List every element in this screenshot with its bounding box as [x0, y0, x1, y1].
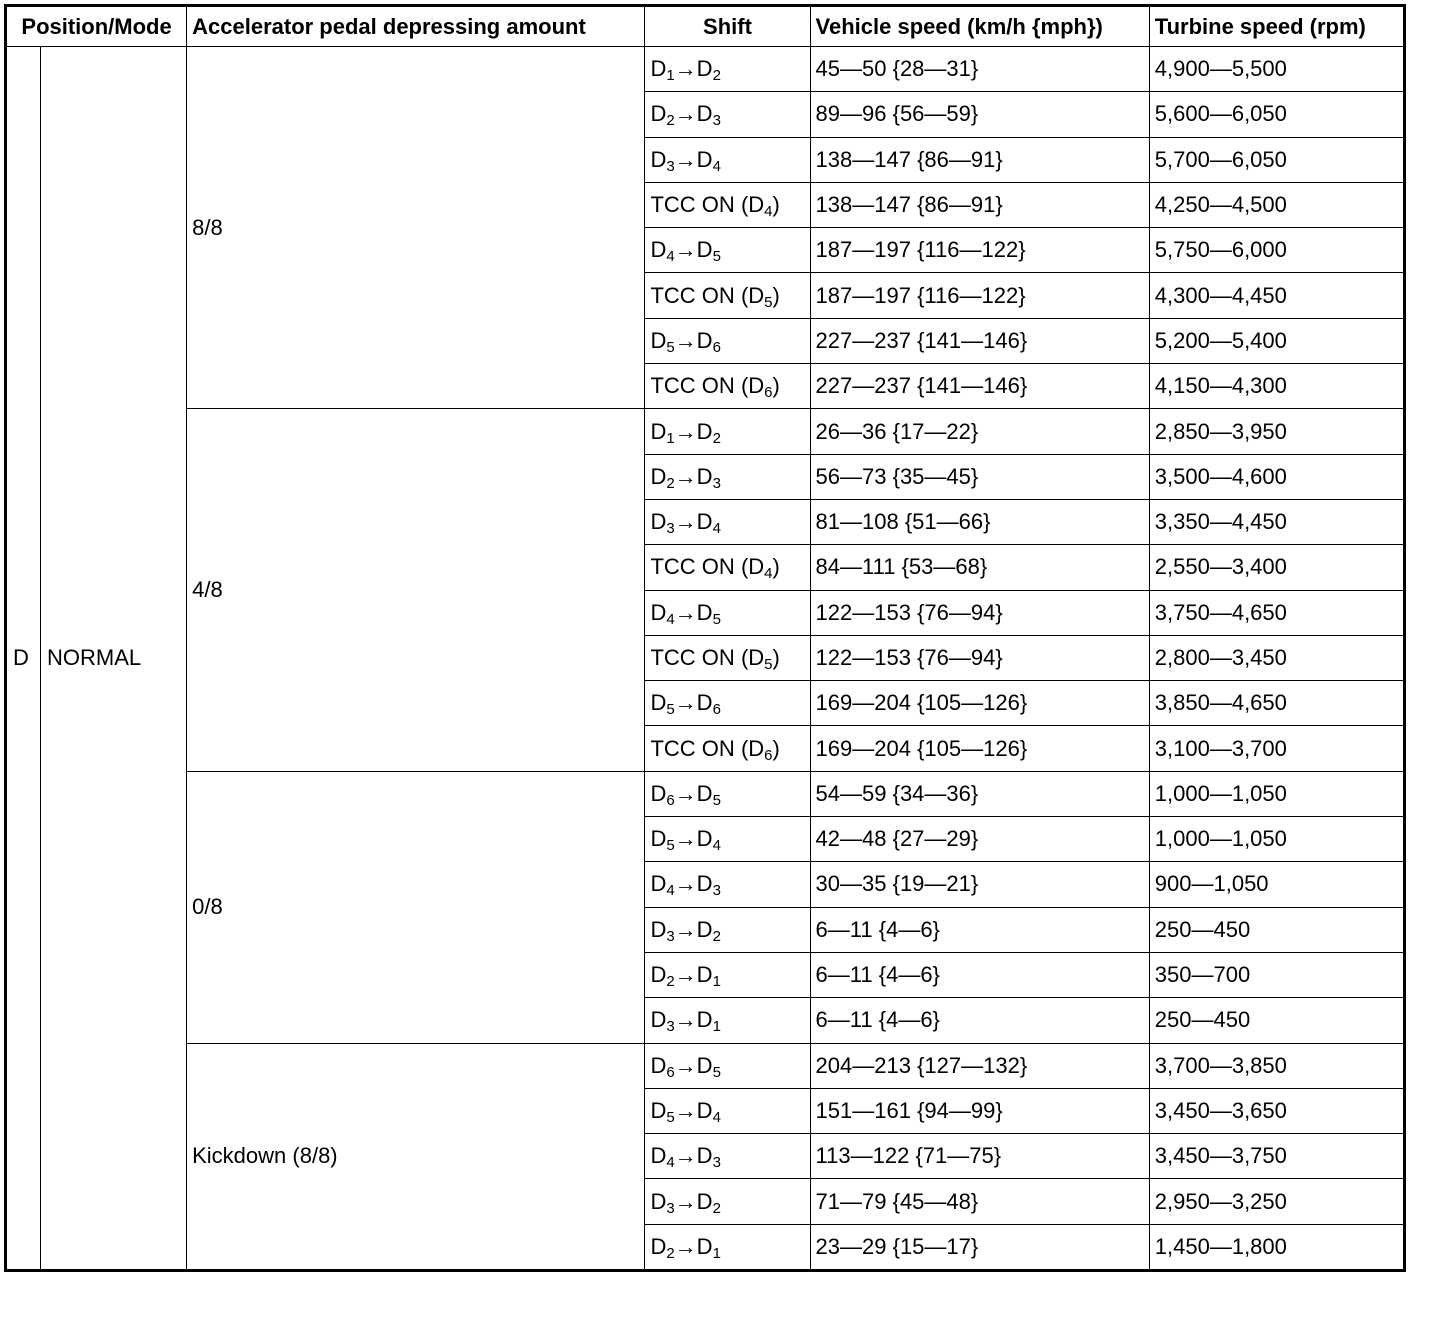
table-row: [6, 1043, 1405, 1088]
shift-cell: $D_5\to D_4$: [645, 817, 810, 862]
shift-cell: TCC ON $(D_5)$: [645, 273, 810, 318]
table-container: [4, 4, 1406, 1272]
shift-cell: TCC ON $(D_4)$: [645, 182, 810, 227]
turbine-speed-cell: 4,300—4,450: [1149, 273, 1404, 318]
vehicle-speed-cell: 84—111 {53—68}: [810, 545, 1149, 590]
shift-cell: $D_4\to D_3$: [645, 862, 810, 907]
shift-cell: $D_3\to D_2$: [645, 907, 810, 952]
turbine-speed-cell: 350—700: [1149, 952, 1404, 997]
header-position-mode: Position/Mode: [6, 6, 187, 47]
turbine-speed-cell: 1,000—1,050: [1149, 817, 1404, 862]
shift-cell: $D_3\to D_4$: [645, 137, 810, 182]
header-row: [6, 6, 1405, 47]
vehicle-speed-cell: 151—161 {94—99}: [810, 1088, 1149, 1133]
vehicle-speed-cell: 71—79 {45—48}: [810, 1179, 1149, 1224]
table-row: [6, 409, 1405, 454]
shift-cell: $D_1\to D_2$: [645, 409, 810, 454]
vehicle-speed-cell: 6—11 {4—6}: [810, 998, 1149, 1043]
shift-cell: $D_2\to D_3$: [645, 92, 810, 137]
turbine-speed-cell: 5,700—6,050: [1149, 137, 1404, 182]
turbine-speed-cell: 4,250—4,500: [1149, 182, 1404, 227]
vehicle-speed-cell: 89—96 {56—59}: [810, 92, 1149, 137]
turbine-speed-cell: 250—450: [1149, 998, 1404, 1043]
shift-schedule-table: [4, 4, 1406, 1272]
vehicle-speed-cell: 169—204 {105—126}: [810, 726, 1149, 771]
turbine-speed-cell: 3,850—4,650: [1149, 681, 1404, 726]
header-turbine-speed: Turbine speed (rpm): [1149, 6, 1404, 47]
vehicle-speed-cell: 187—197 {116—122}: [810, 273, 1149, 318]
turbine-speed-cell: 5,600—6,050: [1149, 92, 1404, 137]
shift-cell: $D_2\to D_3$: [645, 454, 810, 499]
shift-cell: TCC ON $(D_6)$: [645, 364, 810, 409]
shift-cell: $D_3\to D_4$: [645, 499, 810, 544]
vehicle-speed-cell: 122—153 {76—94}: [810, 635, 1149, 680]
header-accelerator: Accelerator pedal depressing amount: [187, 6, 645, 47]
shift-cell: $D_6\to D_5$: [645, 771, 810, 816]
shift-cell: $D_3\to D_1$: [645, 998, 810, 1043]
vehicle-speed-cell: 56—73 {35—45}: [810, 454, 1149, 499]
shift-cell: $D_1\to D_2$: [645, 47, 810, 92]
shift-cell: $D_4\to D_5$: [645, 228, 810, 273]
turbine-speed-cell: 2,550—3,400: [1149, 545, 1404, 590]
vehicle-speed-cell: 227—237 {141—146}: [810, 318, 1149, 363]
header-shift: Shift: [645, 6, 810, 47]
vehicle-speed-cell: 6—11 {4—6}: [810, 907, 1149, 952]
shift-cell: $D_5\to D_6$: [645, 318, 810, 363]
turbine-speed-cell: 3,450—3,750: [1149, 1134, 1404, 1179]
shift-cell: TCC ON $(D_5)$: [645, 635, 810, 680]
vehicle-speed-cell: 26—36 {17—22}: [810, 409, 1149, 454]
vehicle-speed-cell: 6—11 {4—6}: [810, 952, 1149, 997]
accelerator-cell: 8/8: [187, 47, 645, 409]
vehicle-speed-cell: 54—59 {34—36}: [810, 771, 1149, 816]
vehicle-speed-cell: 113—122 {71—75}: [810, 1134, 1149, 1179]
vehicle-speed-cell: 138—147 {86—91}: [810, 182, 1149, 227]
turbine-speed-cell: 3,750—4,650: [1149, 590, 1404, 635]
turbine-speed-cell: 4,900—5,500: [1149, 47, 1404, 92]
turbine-speed-cell: 5,750—6,000: [1149, 228, 1404, 273]
shift-cell: TCC ON $(D_6)$: [645, 726, 810, 771]
turbine-speed-cell: 1,450—1,800: [1149, 1224, 1404, 1270]
accelerator-cell: 0/8: [187, 771, 645, 1043]
table-row: [6, 47, 1405, 92]
turbine-speed-cell: 2,850—3,950: [1149, 409, 1404, 454]
shift-cell: $D_6\to D_5$: [645, 1043, 810, 1088]
vehicle-speed-cell: 23—29 {15—17}: [810, 1224, 1149, 1270]
vehicle-speed-cell: 81—108 {51—66}: [810, 499, 1149, 544]
vehicle-speed-cell: 187—197 {116—122}: [810, 228, 1149, 273]
turbine-speed-cell: 250—450: [1149, 907, 1404, 952]
vehicle-speed-cell: 45—50 {28—31}: [810, 47, 1149, 92]
turbine-speed-cell: 900—1,050: [1149, 862, 1404, 907]
vehicle-speed-cell: 30—35 {19—21}: [810, 862, 1149, 907]
shift-cell: $D_5\to D_4$: [645, 1088, 810, 1133]
vehicle-speed-cell: 42—48 {27—29}: [810, 817, 1149, 862]
shift-cell: $D_4\to D_3$: [645, 1134, 810, 1179]
header-vehicle-speed: Vehicle speed (km/h {mph}): [810, 6, 1149, 47]
vehicle-speed-cell: 227—237 {141—146}: [810, 364, 1149, 409]
vehicle-speed-cell: 138—147 {86—91}: [810, 137, 1149, 182]
vehicle-speed-cell: 204—213 {127—132}: [810, 1043, 1149, 1088]
position-cell: D: [6, 47, 41, 1271]
turbine-speed-cell: 1,000—1,050: [1149, 771, 1404, 816]
vehicle-speed-cell: 169—204 {105—126}: [810, 681, 1149, 726]
turbine-speed-cell: 3,350—4,450: [1149, 499, 1404, 544]
shift-cell: $D_2\to D_1$: [645, 1224, 810, 1270]
shift-cell: $D_4\to D_5$: [645, 590, 810, 635]
turbine-speed-cell: 3,450—3,650: [1149, 1088, 1404, 1133]
turbine-speed-cell: 5,200—5,400: [1149, 318, 1404, 363]
accelerator-cell: Kickdown (8/8): [187, 1043, 645, 1270]
turbine-speed-cell: 2,950—3,250: [1149, 1179, 1404, 1224]
vehicle-speed-cell: 122—153 {76—94}: [810, 590, 1149, 635]
shift-cell: $D_5\to D_6$: [645, 681, 810, 726]
shift-cell: $D_3\to D_2$: [645, 1179, 810, 1224]
turbine-speed-cell: 3,500—4,600: [1149, 454, 1404, 499]
shift-cell: TCC ON $(D_4)$: [645, 545, 810, 590]
turbine-speed-cell: 4,150—4,300: [1149, 364, 1404, 409]
table-row: [6, 771, 1405, 816]
turbine-speed-cell: 2,800—3,450: [1149, 635, 1404, 680]
table-body: [6, 47, 1405, 1271]
mode-cell: NORMAL: [41, 47, 187, 1271]
turbine-speed-cell: 3,700—3,850: [1149, 1043, 1404, 1088]
turbine-speed-cell: 3,100—3,700: [1149, 726, 1404, 771]
shift-cell: $D_2\to D_1$: [645, 952, 810, 997]
accelerator-cell: 4/8: [187, 409, 645, 771]
